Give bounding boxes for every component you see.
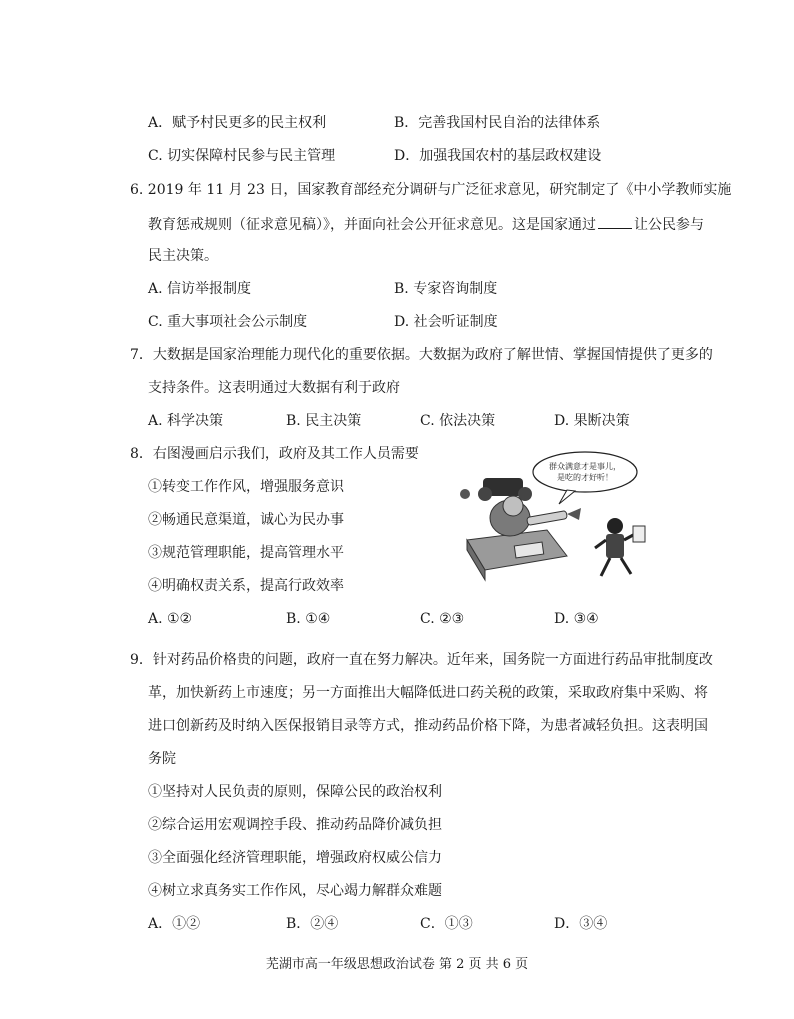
q6-stem-line-2 <box>148 214 704 234</box>
q7-option-a: A. 科学决策 <box>148 413 224 429</box>
q7-option-c: C. 依法决策 <box>420 413 496 429</box>
q9-option-b: B．②④ <box>286 916 339 932</box>
q9-item-3: ③全面强化经济管理职能，增强政府权威公信力 <box>148 850 442 866</box>
q8-option-d: D. ③④ <box>554 611 599 627</box>
q6-option-a: A. 信访举报制度 <box>148 281 252 297</box>
q9-stem-line-3: 进口创新药及时纳入医保报销目录等方式，推动药品价格下降，为患者减轻负担。这表明国 <box>148 718 708 734</box>
q8-item-2: ②畅通民意渠道，诚心为民办事 <box>148 512 344 528</box>
q6-option-d: D. 社会听证制度 <box>394 314 498 330</box>
cartoon-bubble-text-2: 是吃的才好听！ <box>557 473 613 482</box>
q6-stem-line-3: 民主决策。 <box>148 248 218 264</box>
q7-stem-line-2: 支持条件。这表明通过大数据有利于政府 <box>148 380 400 396</box>
q6-stem-line-2-before: 教育惩戒规则（征求意见稿）》，并面向社会公开征求意见。这是国家通过 <box>148 217 596 233</box>
q9-item-2: ②综合运用宏观调控手段、推动药品降价减负担 <box>148 817 442 833</box>
q9-option-c: C．①③ <box>420 916 473 932</box>
q9-option-d: D．③④ <box>554 916 608 932</box>
q7-stem-line-1: 7．大数据是国家治理能力现代化的重要依据。大数据为政府了解世情、掌握国情提供了更多的 <box>130 347 713 363</box>
q6-answer-blank <box>598 214 632 229</box>
q8-stem-line-1: 8．右图漫画启示我们，政府及其工作人员需要 <box>130 446 419 462</box>
q8-cartoon-image <box>455 448 655 588</box>
q8-option-b: B. ①④ <box>286 611 331 627</box>
q9-item-4: ④树立求真务实工作作风，尽心竭力解群众难题 <box>148 883 442 899</box>
q9-stem-line-4: 务院 <box>148 751 176 767</box>
q9-item-1: ①坚持对人民负责的原则，保障公民的政治权利 <box>148 784 442 800</box>
q9-stem-line-2: 革，加快新药上市速度；另一方面推出大幅降低进口药关税的政策，采取政府集中采购、将 <box>148 685 708 701</box>
q8-option-a: A. ①② <box>148 611 193 627</box>
q5-option-d: D．加强我国农村的基层政权建设 <box>394 148 602 164</box>
q5-option-b: B．完善我国村民自治的法律体系 <box>394 115 601 131</box>
q9-stem-line-1: 9．针对药品价格贵的问题，政府一直在努力解决。近年来，国务院一方面进行药品审批制度改 <box>130 652 713 668</box>
q6-stem-line-1: 6. 2019 年 11 月 23 日，国家教育部经充分调研与广泛征求意见，研究制定了《中小学教师实施 <box>130 182 732 198</box>
q9-option-a: A．①② <box>148 916 201 932</box>
q8-item-3: ③规范管理职能，提高管理水平 <box>148 545 344 561</box>
cartoon-bubble-text-1: 群众满意才是事儿， <box>549 462 621 471</box>
q6-option-b: B. 专家咨询制度 <box>394 281 498 297</box>
q7-option-b: B. 民主决策 <box>286 413 362 429</box>
q6-stem-line-2-after: 让公民参与 <box>634 217 704 233</box>
q8-item-1: ①转变工作作风，增强服务意识 <box>148 479 344 495</box>
q7-option-d: D. 果断决策 <box>554 413 630 429</box>
page-footer: 芜湖市高一年级思想政治试卷 第 2 页 共 6 页 <box>265 957 529 972</box>
q8-option-c: C. ②③ <box>420 611 465 627</box>
q6-option-c: C. 重大事项社会公示制度 <box>148 314 308 330</box>
q8-item-4: ④明确权责关系，提高行政效率 <box>148 578 344 594</box>
q5-option-c: C. 切实保障村民参与民主管理 <box>148 148 336 164</box>
q5-option-a: A．赋予村民更多的民主权利 <box>148 115 327 131</box>
